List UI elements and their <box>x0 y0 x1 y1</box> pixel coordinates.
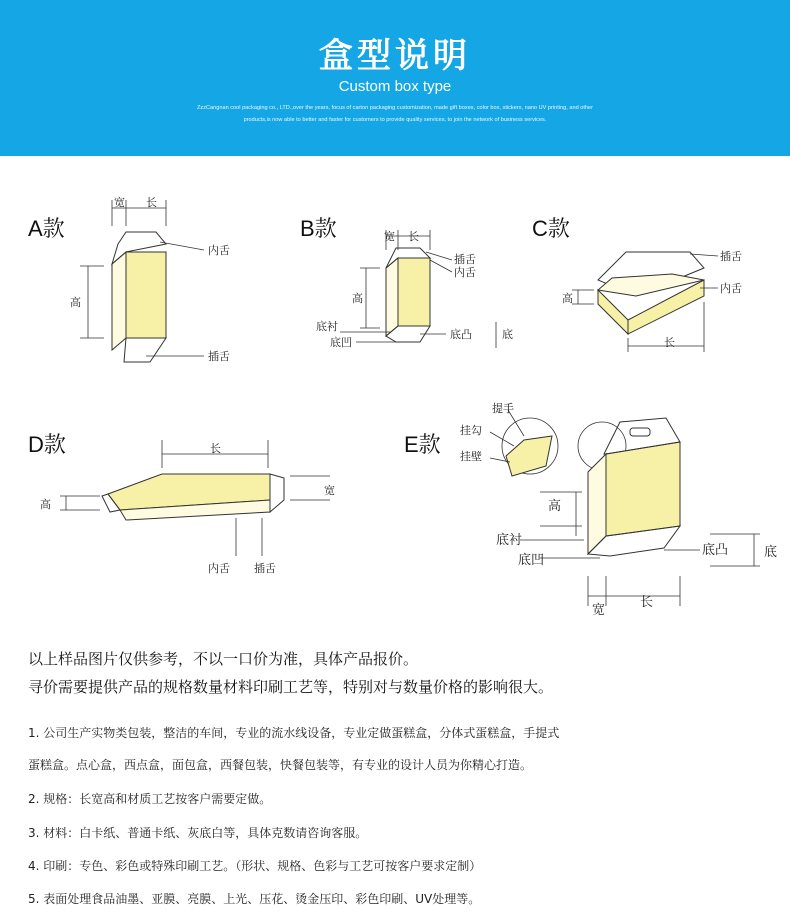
spec-item-4: 4. 印刷：专色、彩色或特殊印刷工艺。（形状、规格、色彩与工艺可按客户要求定制） <box>28 859 482 873</box>
box-d-length-label: 长 <box>210 442 221 455</box>
box-a-length-label: 长 <box>146 196 157 209</box>
box-b-bottom-convex-label: 底凸 <box>450 328 472 341</box>
spec-item-1: 1. 公司生产实物类包装，整洁的车间，专业的流水线设备，专业定做蛋糕盒，分体式蛋糕盒，手提式 <box>28 726 560 740</box>
spec-item-3: 3. 材料：白卡纸、普通卡纸、灰底白等，具体克数请咨询客服。 <box>28 826 368 840</box>
box-a-height-label: 高 <box>70 296 81 309</box>
box-b-illustration <box>340 230 496 348</box>
box-c-inner-tongue-label: 内舌 <box>720 282 742 295</box>
box-e-length-label: 长 <box>640 595 654 610</box>
style-b-label: B款 <box>300 216 337 241</box>
box-c-length-label: 长 <box>664 336 675 349</box>
box-a-illustration <box>80 200 204 362</box>
banner-subtitle: Custom box type <box>338 78 452 95</box>
box-c-height-label: 高 <box>562 292 573 305</box>
style-e-label: E款 <box>404 432 441 457</box>
box-a-insert-tongue-label: 插舌 <box>208 350 230 363</box>
box-d-insert-tongue-label: 插舌 <box>254 562 276 575</box>
box-e-hook-wall-label: 挂壁 <box>460 450 482 463</box>
notice-line-2: 寻价需要提供产品的规格数量材料印刷工艺等，特别对与数量价格的影响很大。 <box>28 678 554 696</box>
box-d-height-label: 高 <box>40 498 51 511</box>
style-a-label: A款 <box>28 216 65 241</box>
box-a-inner-tongue-label: 内舌 <box>208 244 230 257</box>
box-e-width-label: 宽 <box>592 603 606 618</box>
header-banner <box>0 0 790 156</box>
box-b-bottom-liner-label: 底衬 <box>316 320 338 333</box>
box-e-illustration <box>490 410 760 606</box>
box-e-bottom-liner-label: 底衬 <box>496 533 523 548</box>
box-b-length-label: 长 <box>408 230 419 243</box>
box-b-width-label: 宽 <box>384 230 395 243</box>
box-a-width-label: 宽 <box>114 196 125 209</box>
box-b-bottom-concave-label: 底凹 <box>330 336 352 349</box>
box-e-bottom-label: 底 <box>764 545 778 560</box>
notice-line-1: 以上样品图片仅供参考，不以一口价为准，具体产品报价。 <box>28 650 419 668</box>
banner-title: 盒型说明 <box>319 36 471 76</box>
box-b-bottom-label: 底 <box>502 328 513 341</box>
box-d-inner-tongue-label: 内舌 <box>208 562 230 575</box>
spec-item-5: 5. 表面处理食品油墨、亚膜、亮膜、上光、压花、烫金压印、彩色印刷、UV处理等。 <box>28 892 481 906</box>
style-c-label: C款 <box>532 216 570 241</box>
box-e-bottom-convex-label: 底凸 <box>702 543 729 558</box>
spec-item-2: 2. 规格：长宽高和材质工艺按客户需要定做。 <box>28 792 272 806</box>
box-type-diagrams <box>0 156 790 626</box>
box-b-inner-tongue-label: 内舌 <box>454 266 476 279</box>
banner-description: ZzzCangnan cool packaging co., LTD.,over the years, focus of carton packaging customization, made gift boxes, color box, stickers, nano UV printing, and other products,is now able to better and faster for customers to provide quality services, to join the network of business services. <box>196 105 594 123</box>
box-e-bottom-concave-label: 底凹 <box>518 553 545 568</box>
box-c-illustration <box>572 252 718 352</box>
box-d-illustration <box>60 440 330 556</box>
spec-item-1-cont: 蛋糕盒。点心盒，西点盒，面包盒，西餐包装，快餐包装等，有专业的设计人员为你精心打造。 <box>28 758 533 772</box>
box-b-insert-tongue-label: 插舌 <box>454 253 476 266</box>
style-d-label: D款 <box>28 432 66 457</box>
box-b-height-label: 高 <box>352 292 363 305</box>
box-d-width-label: 宽 <box>324 484 335 497</box>
box-c-insert-tongue-label: 插舌 <box>720 250 742 263</box>
box-e-handle-label: 提手 <box>492 402 514 415</box>
box-e-height-label: 高 <box>548 499 562 514</box>
box-e-hook-label: 挂勾 <box>460 424 482 437</box>
